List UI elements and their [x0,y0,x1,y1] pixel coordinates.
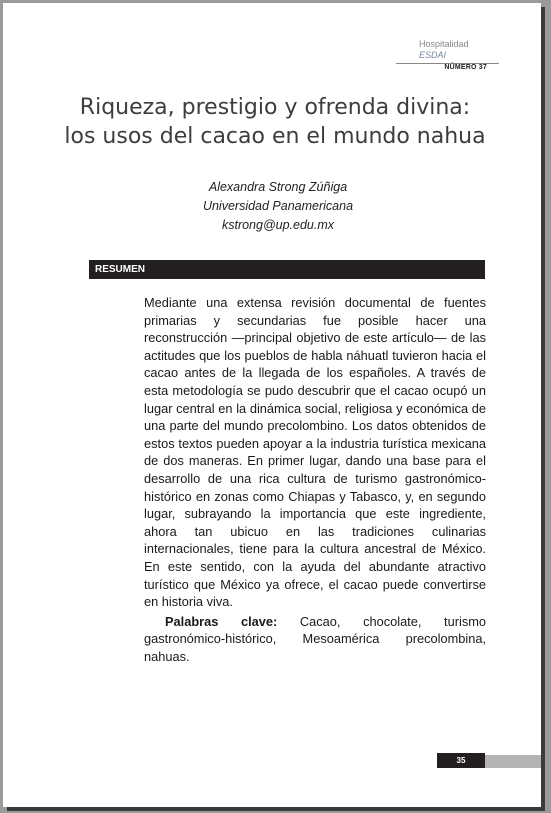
footer-grey-band [485,755,541,768]
author-email: kstrong@up.edu.mx [221,218,335,232]
keywords-list: Cacao, chocolate, turismo gastronómico-histórico, Mesoamérica precolombina, nahuas. [144,613,486,664]
document-page [3,3,541,807]
issue-number: NÚMERO 37 [444,64,487,71]
article-title: Riqueza, prestigio y ofrenda divina: los usos del cacao en el mundo nahua [64,95,486,149]
abstract-paragraph: Mediante una extensa revisión documental de fuentes primarias y secundarias fue posible hacer una reconstrucción —principal objetivo de este artículo— de las actitudes que los pueblos de habla náhuatl tuvieron hacia el cacao antes de la llegada de los españoles. A través de esta metodología se pudo descubrir que el cacao ocupó un lugar central en la dinámica social, religiosa y económica de una parte del mundo precolombino. Los datos obtenidos de estos textos pueden apoyar a la industria turística mexicana de dos maneras. En primer lugar, dando una base para el desarrollo de una rica cultura de turismo gastronómico-histórico en zonas como Chiapas y Tabasco, y, en segundo lugar, subrayando la importancia que este ingrediente, ahora tan ubicuo en las tradiciones culinarias internacionales, tiene para la cultura ancestral de México. En este sentido, con la ayuda del abundante atractivo turístico que México ya ofrece, el cacao puede convertirse en historia viva. [144,295,486,610]
keywords-paragraph [144,613,486,666]
section-heading: RESUMEN [89,260,485,279]
abstract-body [144,294,486,665]
author-block [103,178,453,235]
author-affiliation: Universidad Panamericana [202,199,354,213]
publication-name-line2: ESDAI [419,50,447,60]
page-number: 35 [456,756,466,765]
author-name: Alexandra Strong Zúñiga [208,180,348,194]
publication-name [419,39,499,61]
keywords-label: Palabras clave: [165,613,278,629]
publication-name-line1: Hospitalidad [419,39,469,49]
